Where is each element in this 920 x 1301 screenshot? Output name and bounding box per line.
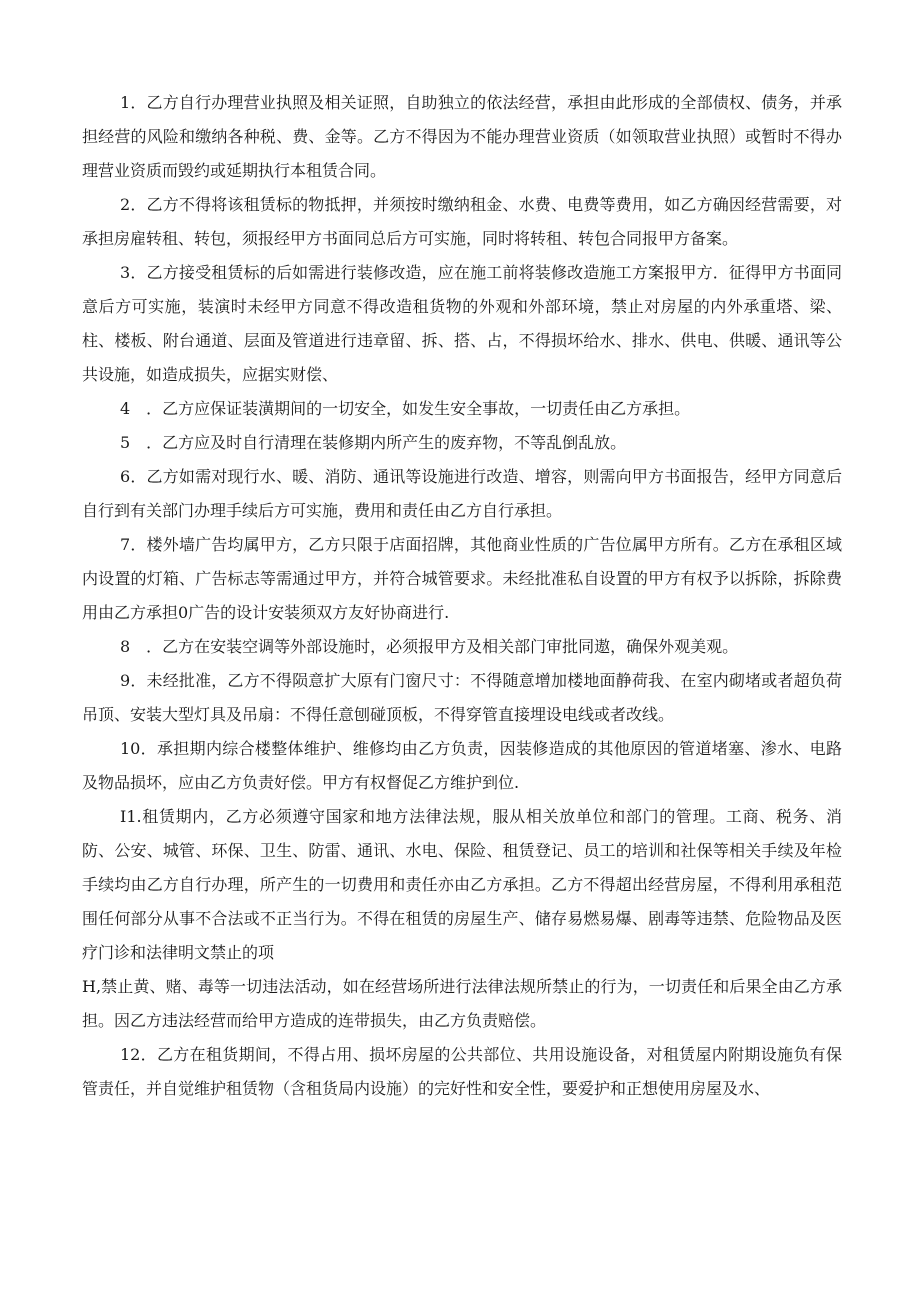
clause-11: I1.租赁期内，乙方必须遵守国家和地方法律法规，服从相关放单位和部门的管理。工商、税务、消防、公安、城管、环保、卫生、防雷、通讯、水电、保险、租赁登记、员工的培训和社保等相关手续及年检手续均由乙方自行办理，所产生的一切费用和责任亦由乙方承担。乙方不得超出经营房屋，不得利用承租范围任何部分从事不合法或不正当行为。不得在租赁的房屋生产、储存易燃易爆、剧毒等违禁、危险物品及医疗门诊和法律明文禁止的项 <box>82 807 842 962</box>
clause-11-continued: H,禁止黄、赌、毒等一切违法活动，如在经营场所进行法律法规所禁止的行为，一切责任和后果全由乙方承担。因乙方违法经营而给甲方造成的连带损失，由乙方负责赔偿。 <box>82 977 842 1030</box>
clause-6: 6．乙方如需对现行水、暖、消防、通讯等设施进行改造、增容，则需向甲方书面报告，经甲方同意后自行到有关部门办理手续后方可实施，费用和责任由乙方自行承担。 <box>82 467 842 520</box>
clause-10: 10．承担期内综合楼整体维护、维修均由乙方负责，因装修造成的其他原因的管道堵塞、渗水、电路及物品损坏，应由乙方负责好偿。甲方有权督促乙方维护到位. <box>82 739 842 792</box>
clause-2: 2．乙方不得将该租赁标的物抵押，并须按时缴纳租金、水费、电费等费用，如乙方确因经营需要，对承担房雇转租、转包，须报经甲方书面同总后方可实施，同时将转租、转包合同报甲方备案。 <box>82 195 842 248</box>
clause-8: 8 ．乙方在安装空调等外部设施时，必须报甲方及相关部门审批同遨，确保外观美观。 <box>120 637 739 656</box>
clause-9: 9．未经批准，乙方不得陨意扩大原有门窗尺寸：不得随意增加楼地面静荷我、在室内砌堵或者超负荷吊顶、安装大型灯具及吊扇：不得任意刨碰顶板，不得穿管直接埋设电线或者改线。 <box>82 671 842 724</box>
clause-3: 3．乙方接受租赁标的后如需进行装修改造，应在施工前将装修改造施工方案报甲方．征得甲方书面同意后方可实施，装演时未经甲方同意不得改造租货物的外观和外部环境，禁止对房屋的内外承重塔、梁、柱、楼板、附台通道、层面及管道进行违章留、拆、搭、占，不得损坏给水、排水、供电、供暖、通讯等公共设施，如造成损失，应据实财偿、 <box>82 263 842 384</box>
clause-1: 1．乙方自行办理营业执照及相关证照，自助独立的依法经营，承担由此形成的全部债权、债务，并承担经营的风险和缴纳各种税、费、金等。乙方不得因为不能办理营业资质（如领取营业执照）或暂时不得办理营业资质而毁约或延期执行本租赁合同。 <box>82 93 842 180</box>
clause-4: 4 ．乙方应保证装潢期间的一切安全，如发生安全事故，一切责任由乙方承担。 <box>120 399 691 418</box>
document-body <box>82 86 842 1106</box>
clause-12: 12．乙方在租货期间，不得占用、损坏房屋的公共部位、共用设施设备，对租赁屋内附期设施负有保管责任，并自觉维护租赁物（含租货局内设施）的完好性和安全性，要爱护和正想使用房屋及水、 <box>82 1045 842 1098</box>
clause-5: 5 ．乙方应及时自行清理在装修期内所产生的废弃物，不等乱倒乱放。 <box>120 433 627 452</box>
clause-7: 7．楼外墙广告均属甲方，乙方只限于店面招牌，其他商业性质的广告位属甲方所有。乙方在承租区域内设置的灯箱、广告标志等需通过甲方，并符合城管要求。未经批准私自设置的甲方有权予以拆除，拆除费用由乙方承担0广告的设计安装须双方友好协商进行. <box>82 535 842 622</box>
